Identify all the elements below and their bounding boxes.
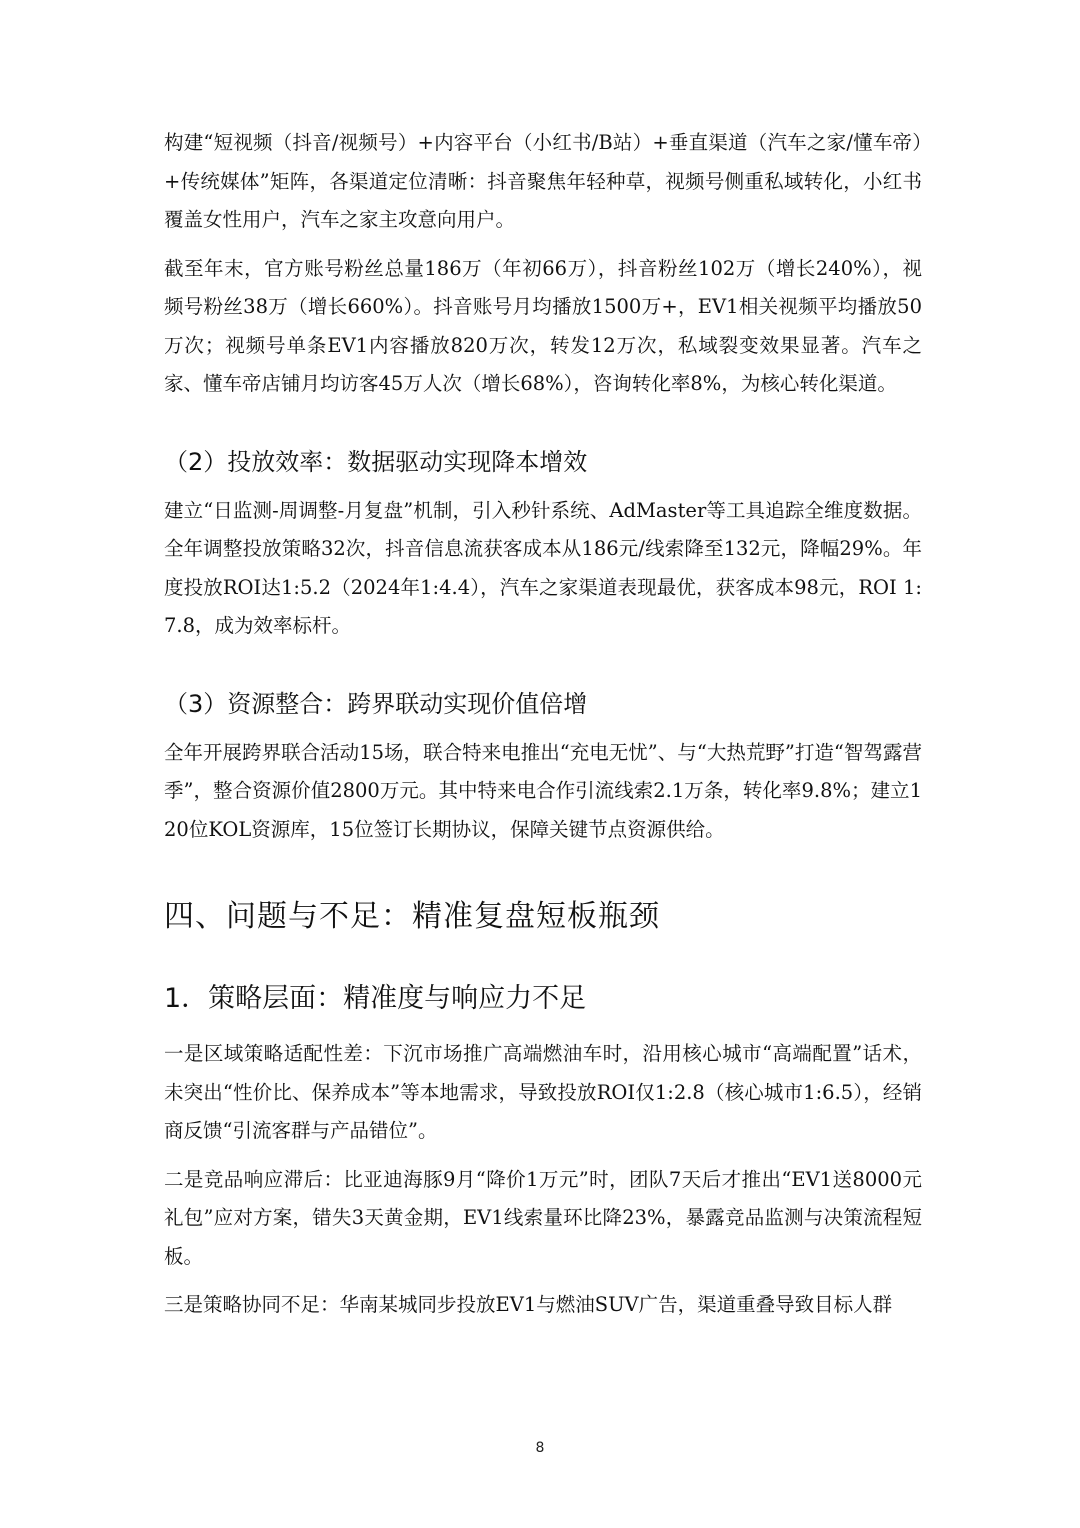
- page-body: [164, 124, 922, 1325]
- page-number: 8: [535, 1440, 545, 1456]
- body-paragraph-fans-stats: 截至年末，官方账号粉丝总量186万（年初66万），抖音粉丝102万（增长240%），视频号粉丝38万（增长660%）。抖音账号月均播放1500万+，EV1相关视频平均播放50万次；视频号单条EV1内容播放820万次，转发12万次，私域裂变效果显著。汽车之家、懂车帝店铺月均访客45万人次（增长68%），咨询转化率8%，为核心转化渠道。: [164, 256, 922, 395]
- body-paragraph-resource-integration: 全年开展跨界联合活动15场，联合特来电推出“充电无忧”、与“大热荒野”打造“智驾露营季”，整合资源价值2800万元。其中特来电合作引流线索2.1万条，转化率9.8%；建立120位KOL资源库，15位签订长期协议，保障关键节点资源供给。: [164, 740, 922, 841]
- section-heading-delivery-efficiency: （2）投放效率：数据驱动实现降本增效: [164, 447, 588, 476]
- body-paragraph-channel-matrix: 构建“短视频（抖音/视频号）+内容平台（小红书/B站）+垂直渠道（汽车之家/懂车帝）+传统媒体”矩阵，各渠道定位清晰：抖音聚焦年轻种草，视频号侧重私域转化，小红书覆盖女性用户，汽车之家主攻意向用户。: [164, 131, 922, 231]
- body-paragraph-regional-strategy: 一是区域策略适配性差：下沉市场推广高端燃油车时，沿用核心城市“高端配置”话术，未突出“性价比、保养成本”等本地需求，导致投放ROI仅1:2.8（核心城市1:6.5），经销商反馈“引流客群与产品错位”。: [164, 1042, 922, 1142]
- chapter-heading-problems: 四、问题与不足：精准复盘短板瓶颈: [164, 899, 660, 934]
- body-paragraph-competitor-response: 二是竞品响应滞后：比亚迪海豚9月“降价1万元”时，团队7天后才推出“EV1送8000元礼包”应对方案，错失3天黄金期，EV1线索量环比降23%，暴露竞品监测与决策流程短板。: [164, 1167, 922, 1268]
- body-paragraph-delivery-efficiency: 建立“日监测-周调整-月复盘”机制，引入秒针系统、AdMaster等工具追踪全维度数据。全年调整投放策略32次，抖音信息流获客成本从186元/线索降至132元，降幅29%。年度投放ROI达1:5.2（2024年1:4.4），汽车之家渠道表现最优，获客成本98元，ROI 1:7.8，成为效率标杆。: [164, 498, 922, 637]
- section-heading-resource-integration: （3）资源整合：跨界联动实现价值倍增: [164, 689, 588, 718]
- body-paragraph-strategy-coordination: 三是策略协同不足：华南某城同步投放EV1与燃油SUV广告，渠道重叠导致目标人群: [164, 1293, 893, 1316]
- subheading-strategy-level: 1．策略层面：精准度与响应力不足: [164, 983, 587, 1014]
